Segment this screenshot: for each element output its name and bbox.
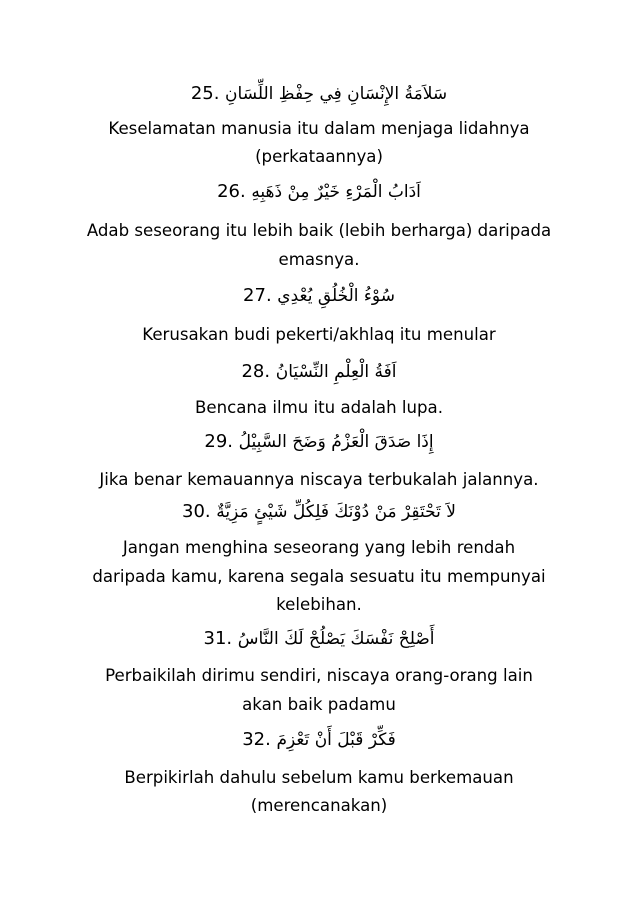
proverb-number: 32.: [242, 729, 271, 750]
proverb-translation-line: akan baik padamu: [242, 695, 396, 714]
proverb-number: 26.: [217, 181, 246, 202]
proverb-heading: [0, 500, 638, 524]
proverb-translation-line: Jika benar kemauannya niscaya terbukalah jalannya.: [99, 470, 539, 489]
proverb-heading: [0, 82, 638, 106]
proverb-translation-line: daripada kamu, karena segala sesuatu itu mempunyai: [92, 567, 546, 586]
proverb-translation-line: Jangan menghina seseorang yang lebih rendah: [122, 538, 516, 557]
proverb-translation-line: (perkataannya): [255, 147, 383, 166]
proverb-number: 25.: [190, 83, 220, 104]
proverb-heading: [0, 627, 638, 651]
proverb-translation-line: Perbaikilah dirimu sendiri, niscaya orang-orang lain: [105, 666, 533, 685]
proverb-number: 31.: [203, 628, 233, 649]
proverb-arabic: فَكِّرْ قَبْلَ أَنْ تَعْزِمَ: [276, 730, 396, 750]
proverb-number: 30.: [182, 501, 211, 522]
proverb-translation-line: Keselamatan manusia itu dalam menjaga lidahnya: [108, 119, 530, 138]
proverb-arabic: سَلاَمَةُ الإِنْسَانِ فِي حِفْظِ اللِّسَانِ: [225, 84, 448, 104]
proverb-heading: [0, 180, 638, 204]
proverb-translation-line: (merencanakan): [250, 796, 388, 815]
proverb-heading: [0, 430, 638, 454]
proverb-translation-line: Adab seseorang itu lebih baik (lebih berharga) daripada: [86, 221, 552, 240]
proverb-number: 29.: [204, 431, 234, 452]
proverb-arabic: اَفَةُ الْعِلْمِ النِّسْيَانُ: [275, 362, 397, 382]
proverb-translation-line: Kerusakan budi pekerti/akhlaq itu menular: [142, 325, 496, 344]
proverb-heading: [0, 360, 638, 384]
proverb-arabic: اَدَابُ الْمَرْءِ خَيْرٌ مِنْ ذَهَبِهِ: [251, 182, 421, 202]
proverb-number: 28.: [241, 361, 271, 382]
proverb-translation-line: kelebihan.: [276, 595, 362, 614]
proverb-translation-line: emasnya.: [278, 250, 360, 269]
proverb-heading: [0, 284, 638, 308]
proverb-translation-line: Bencana ilmu itu adalah lupa.: [195, 398, 443, 417]
proverb-heading: [0, 728, 638, 752]
proverb-arabic: أَصْلِحْ نَفْسَكَ يَصْلُحْ لَكَ النَّاسُ: [237, 629, 435, 649]
proverb-translation-line: Berpikirlah dahulu sebelum kamu berkemauan: [124, 768, 514, 787]
proverb-number: 27.: [243, 285, 272, 306]
proverb-arabic: سُوْءُ الْخُلُقِ يُعْدِي: [277, 286, 395, 306]
proverb-arabic: إِذَا صَدَقَ الْعَزْمُ وَضَحَ السَّبِيْلُ: [238, 432, 434, 452]
proverb-arabic: لاَ تَحْتَقِرْ مَنْ دُوْنَكَ فَلِكُلِّ شَيْئٍ مَزِيَّةٌ: [216, 502, 456, 522]
